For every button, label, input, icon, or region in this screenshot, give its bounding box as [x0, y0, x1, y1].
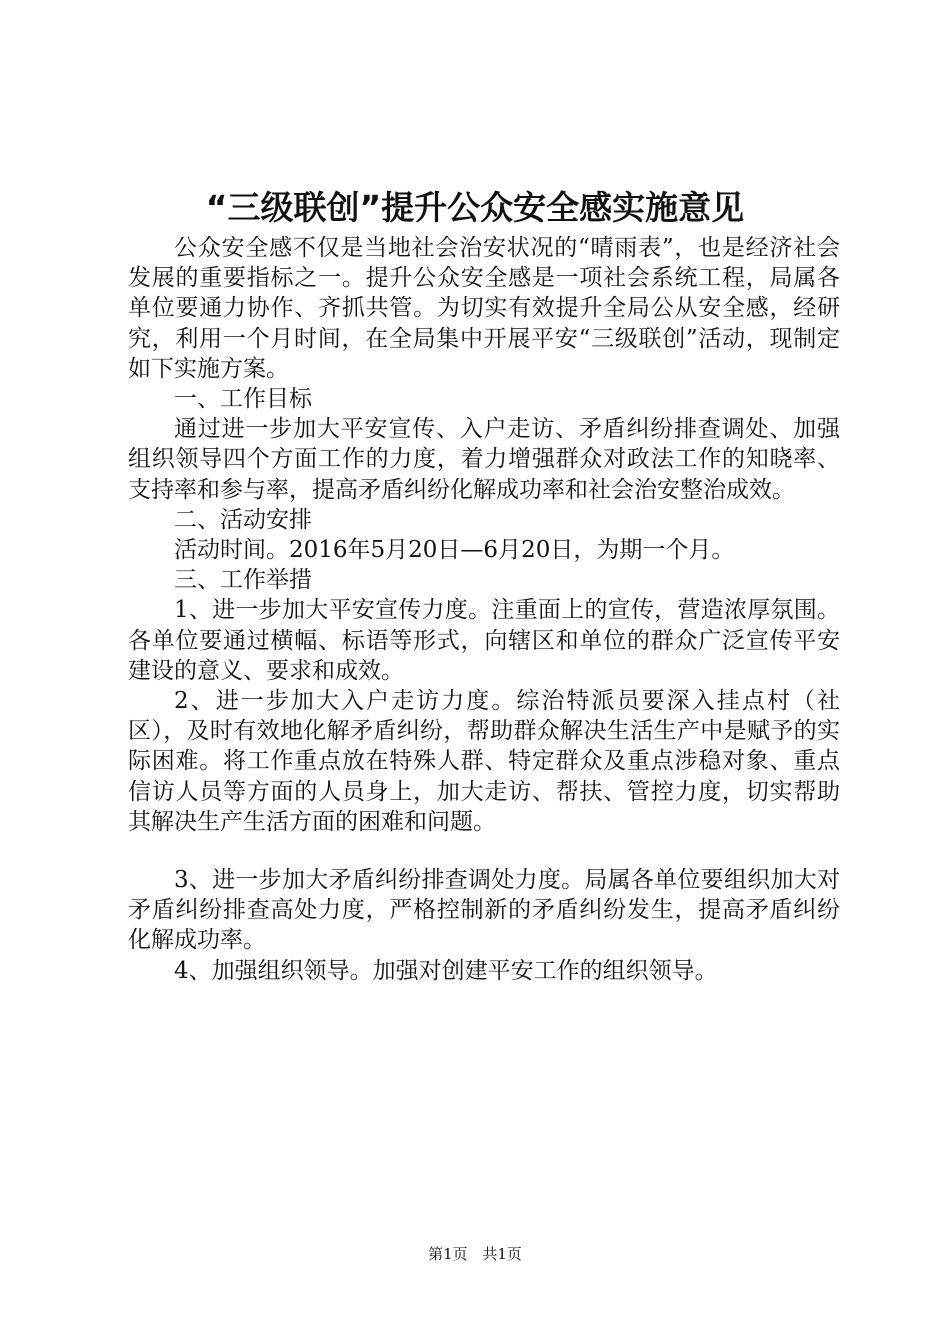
page-total: 共1页: [482, 1245, 522, 1263]
measure-item-2: 2、进一步加大入户走访力度。综治特派员要深入挂点村（社区），及时有效地化解矛盾纠纷，帮助群众解决生活生产中是赋予的实际困难。将工作重点放在特殊人群、特定群众及重点涉稳对象、重点信访人员等方面的人员身上，加大走访、帮扶、管控力度，切实帮助其解决生产生活方面的困难和问题。: [128, 688, 840, 835]
section-heading-measures: 三、工作举措: [174, 567, 312, 594]
intro-paragraph: 公众安全感不仅是当地社会治安状况的“晴雨表”，也是经济社会发展的重要指标之一。提升公众安全感是一项社会系统工程，局属各单位要通力协作、齐抓共管。为切实有效提升全局公从安全感，经研究，利用一个月时间，在全局集中开展平安“三级联创”活动，现制定如下实施方案。: [128, 235, 840, 382]
page-footer: [0, 1243, 950, 1265]
document-body: [128, 233, 840, 986]
goals-paragraph: 通过进一步加大平安宣传、入户走访、矛盾纠纷排查调处、加强组织领导四个方面工作的力度，着力增强群众对政法工作的知晓率、支持率和参与率，提高矛盾纠纷化解成功率和社会治安整治成效。: [128, 416, 840, 503]
measure-item-1: 1、进一步加大平安宣传力度。注重面上的宣传，营造浓厚氛围。各单位要通过横幅、标语等形式，向辖区和单位的群众广泛宣传平安建设的意义、要求和成效。: [128, 597, 840, 684]
page-number: 第1页: [428, 1245, 468, 1263]
document-title: “三级联创”提升公众安全感实施意见: [205, 188, 745, 227]
arrangement-paragraph: 活动时间。2016年5月20日—6月20日，为期一个月。: [174, 537, 735, 564]
section-heading-arrangement: 二、活动安排: [174, 506, 312, 533]
section-heading-goals: 一、工作目标: [174, 386, 312, 413]
measure-item-3: 3、进一步加大矛盾纠纷排查调处力度。局属各单位要组织加大对矛盾纠纷排查高处力度，严格控制新的矛盾纠纷发生，提高矛盾纠纷化解成功率。: [128, 867, 840, 954]
measure-item-4: 4、加强组织领导。加强对创建平安工作的组织领导。: [174, 957, 718, 984]
